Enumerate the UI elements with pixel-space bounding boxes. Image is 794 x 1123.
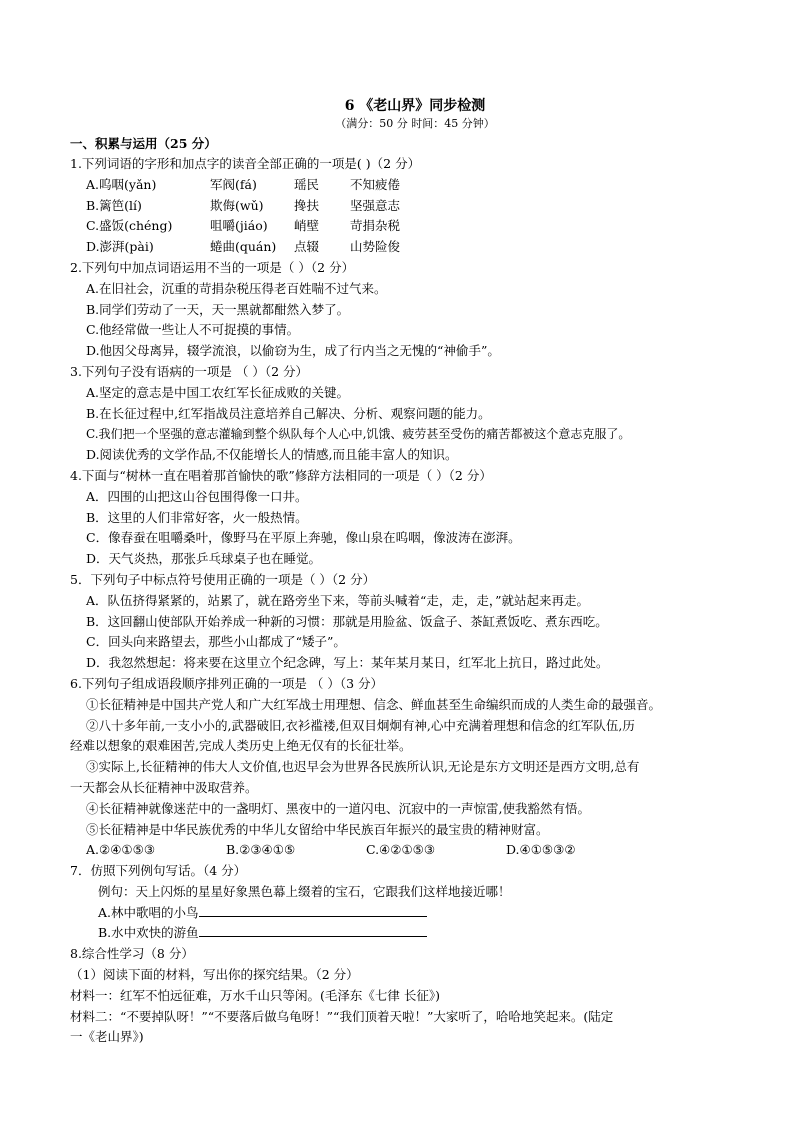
option-c: C.④②①⑤③ (365, 842, 436, 858)
option-cell: 坚强意志 (350, 197, 401, 213)
question-6-sentence-4: ④长征精神就像迷茫中的一盏明灯、黑夜中的一道闪电、沉寂中的一声惊雷,使我豁然有悟。 (86, 800, 590, 816)
question-6-sentence-1: ①长征精神是中国共产党人和广大红军战士用理想、信念、鲜血甚至生命编织而成的人类生命的最强音。 (86, 696, 662, 712)
question-6-sentence-2-cont: 经难以想象的艰难困苦,完成人类历史上绝无仅有的长征壮举。 (70, 738, 412, 754)
question-4-option-c: C．像春蚕在咀嚼桑叶，像野马在平原上奔驰，像山泉在呜咽，像波涛在澎湃。 (86, 530, 521, 546)
question-2-option-c: C.他经常做一些让人不可捉摸的事情。 (86, 322, 300, 338)
option-cell: 蜷曲(quán) (210, 239, 277, 255)
option-b: B.②③④①⑤ (225, 842, 296, 858)
item-label: A.林中歌唱的小鸟 (98, 904, 199, 920)
question-7-item-a (70, 903, 730, 924)
question-8-sub-1: （1）阅读下面的材料，写出你的探究结果。（2 分） (70, 967, 359, 983)
question-3-stem: 3.下列句子没有语病的一项是 （ ）（2 分） (70, 363, 309, 379)
option-cell: D.澎湃(pài) (86, 239, 154, 255)
option-cell: 欺侮(wǔ) (210, 197, 264, 213)
question-5-option-d: D．我忽然想起：将来要在这里立个纪念碑，写上：某年某月某日，红军北上抗日，路过此处。 (86, 655, 609, 671)
question-3-option-c: C.我们把一个坚强的意志灌输到整个纵队每个人心中,饥饿、疲劳甚至受伤的痛苦都被这个意志克服了。 (86, 427, 631, 442)
option-cell: 军阀(fá) (210, 176, 257, 192)
question-3-option-a: A.坚定的意志是中国工农红军长征成败的关键。 (86, 384, 350, 400)
option-cell: 峭壁 (294, 218, 320, 234)
question-4-option-a: A．四围的山把这山谷包围得像一口井。 (86, 488, 308, 504)
material-1: 材料一：红军不怕远征难，万水千山只等闲。(毛泽东《七律 长征》) (70, 987, 440, 1003)
option-cell: 咀嚼(jiáo) (210, 218, 268, 234)
material-2: 材料二：“不要掉队呀！”“不要落后做乌龟呀！”“我们顶着天啦！”大家听了，哈哈地笑起来。(陆定 (70, 1008, 614, 1024)
page-subtitle: （满分：50 分 时间：45 分钟） (335, 117, 495, 130)
option-cell: 瑶民 (294, 176, 320, 192)
option-cell: 不知疲倦 (350, 176, 401, 192)
question-7-item-b (70, 923, 730, 944)
question-2-option-d: D.他因父母离异，辍学流浪，以偷窃为生，成了行内当之无愧的“神偷手”。 (86, 343, 500, 359)
option-cell: B.篱笆(lí) (86, 197, 142, 213)
option-cell: 山势险俊 (350, 239, 401, 255)
material-2-cont: 一《老山界》) (70, 1029, 144, 1045)
question-7-example: 例句：天上闪烁的星星好象黑色幕上缀着的宝石，它跟我们这样地接近哪！ (98, 883, 511, 899)
question-4-option-d: D．天气炎热，那张乒乓球桌子也在睡觉。 (86, 551, 322, 567)
option-d: D.④①⑤③② (505, 842, 576, 858)
question-1-option-c (70, 216, 730, 237)
question-3-option-b: B.在长征过程中,红军指战员注意培养自己解决、分析、观察问题的能力。 (86, 405, 491, 421)
question-4-option-b: B．这里的人们非常好客，火一般热情。 (86, 509, 308, 525)
question-6-stem: 6.下列句子组成语段顺序排列正确的一项是 （ ）（3 分） (70, 675, 384, 691)
answer-blank-a[interactable] (199, 903, 427, 917)
question-6-sentence-2: ②八十多年前,一支小小的,武器破旧,衣衫褴褛,但双目炯炯有神,心中充满着理想和信念的红军队伍,历 (86, 717, 635, 733)
question-6-sentence-5: ⑤长征精神是中华民族优秀的中华儿女留给中华民族百年振兴的最宝贵的精神财富。 (86, 821, 549, 837)
question-1-option-a (70, 175, 730, 196)
question-5-option-c: C．回头向来路望去，那些小山都成了“矮子”。 (86, 634, 346, 650)
question-6-sentence-3-cont: 一天都会从长征精神中汲取营养。 (70, 779, 258, 795)
question-5-option-b: B．这回翻山使部队开始养成一种新的习惯：那就是用脸盆、饭盒子、茶缸煮饭吃、煮东西吃。 (86, 613, 608, 629)
question-5-stem: 5．下列句子中标点符号使用正确的一项是（ ）（2 分） (70, 571, 376, 587)
option-cell: A.呜咽(yǎn) (86, 176, 157, 192)
page-title: 6 《老山界》同步检测 (344, 98, 486, 114)
document-page (70, 96, 730, 1048)
question-7-stem: 7．仿照下列例句写话。（4 分） (70, 863, 247, 879)
question-3-option-d: D.阅读优秀的文学作品,不仅能增长人的情感,而且能丰富人的知识。 (86, 447, 458, 463)
question-6-sentence-3: ③实际上,长征精神的伟大人文价值,也迟早会为世界各民族所认识,无论是东方文明还是西方文明,总有 (86, 759, 640, 775)
question-1-option-b (70, 196, 730, 217)
question-6-options (70, 840, 730, 861)
question-8-stem: 8.综合性学习（8 分） (70, 946, 194, 962)
question-5-option-a: A．队伍挤得紧紧的，站累了，就在路旁坐下来，等前头喊着“走，走，走，”就站起来再走。 (86, 592, 590, 608)
option-cell: C.盛饭(chéng) (86, 218, 173, 234)
question-4-stem: 4.下面与“树林一直在唱着那首愉快的歌”修辞方法相同的一项是（ ）（2 分） (70, 467, 492, 483)
option-cell: 点辍 (294, 239, 320, 255)
section-heading: 一、积累与运用（25 分） (70, 136, 217, 151)
answer-blank-b[interactable] (199, 923, 427, 937)
question-2-stem: 2.下列句中加点词语运用不当的一项是（ ）（2 分） (70, 259, 355, 275)
question-1-stem: 1.下列词语的字形和加点字的读音全部正确的一项是( )（2 分） (70, 156, 421, 171)
option-a: A.②④①⑤③ (86, 842, 156, 858)
question-1-option-d (70, 237, 730, 258)
question-2-option-b: B.同学们劳动了一天，天一黑就都酣然入梦了。 (86, 301, 350, 317)
option-cell: 搀扶 (294, 197, 320, 213)
item-label: B.水中欢快的游鱼 (98, 925, 199, 941)
question-2-option-a: A.在旧社会，沉重的苛捐杂税压得老百姓喘不过气来。 (86, 280, 387, 296)
option-cell: 苛捐杂税 (350, 218, 401, 234)
